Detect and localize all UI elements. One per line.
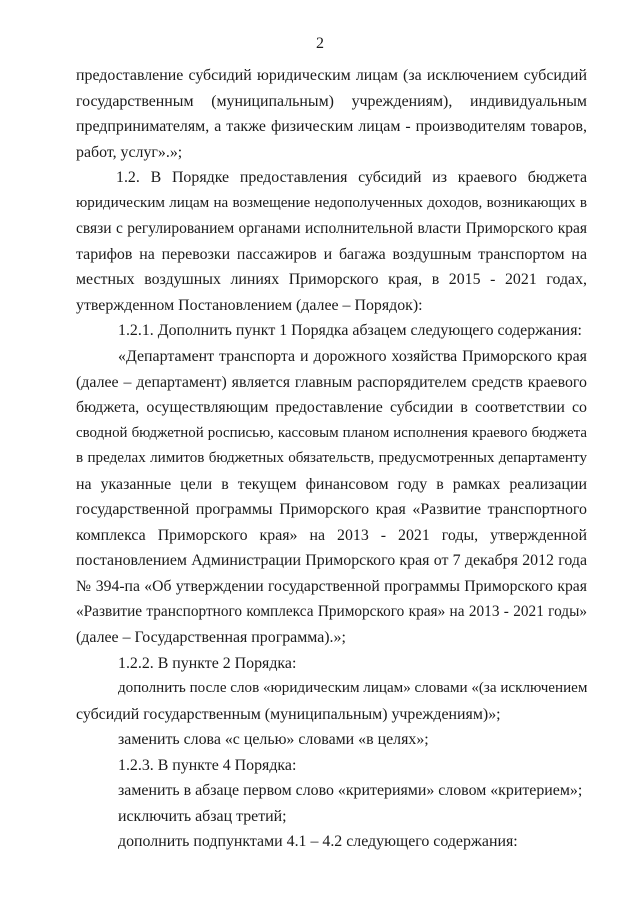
text-line: 1.2.1. Дополнить пункт 1 Порядка абзацем следующего содержания: (118, 322, 582, 340)
text-line: 1.2.3. В пункте 4 Порядка: (118, 756, 297, 774)
text-line: сводной бюджетной росписью, кассовым планом исполнения краевого бюджета (76, 424, 587, 441)
text-line: № 394-па «Об утверждении государственной программы Приморского края (76, 577, 587, 595)
text-line: в пределах лимитов бюджетных обязательств, предусмотренных департаменту (76, 450, 587, 467)
text-line: работ, услуг».»; (76, 143, 183, 161)
text-line: дополнить подпунктами 4.1 – 4.2 следующего содержания: (118, 833, 518, 851)
text-line: утвержденном Постановлением (далее – Порядок): (76, 296, 423, 314)
text-line: «Департамент транспорта и дорожного хозяйства Приморского края (118, 348, 587, 366)
text-line: государственной программы Приморского края «Развитие транспортного (76, 501, 587, 519)
text-line: местных воздушных линиях Приморского края, в 2015 - 2021 годах, (76, 271, 587, 289)
text-line: государственным (муниципальным) учреждениям), индивидуальным (76, 92, 587, 110)
text-line: 1.2.2. В пункте 2 Порядка: (118, 654, 297, 672)
text-line: заменить в абзаце первом слово «критериями» словом «критерием»; (118, 782, 583, 800)
text-line: субсидий государственным (муниципальным) учреждениям)»; (76, 705, 501, 723)
text-line: на указанные цели в текущем финансовом году в рамках реализации (76, 475, 587, 493)
page-number: 2 (316, 35, 324, 52)
text-line: бюджета, осуществляющим предоставление субсидии в соответствии со (76, 399, 587, 417)
text-line: предоставление субсидий юридическим лицам (за исключением субсидий (76, 67, 587, 84)
text-line: (далее – департамент) является главным распорядителем средств краевого (76, 373, 587, 391)
text-line: юридическим лицам на возмещение недополученных доходов, возникающих в (76, 194, 587, 211)
text-line: заменить слова «с целью» словами «в целях»; (118, 731, 429, 749)
text-line: комплекса Приморского края» на 2013 - 2021 годы, утвержденной (76, 526, 587, 544)
text-line: «Развитие транспортного комплекса Приморского края» на 2013 - 2021 годы» (76, 603, 587, 621)
text-line: (далее – Государственная программа).»; (76, 629, 346, 647)
text-line: постановлением Администрации Приморского края от 7 декабря 2012 года (76, 552, 587, 570)
text-line: предпринимателям, а также физическим лицам - производителям товаров, (76, 118, 587, 136)
text-line: 1.2. В Порядке предоставления субсидий из краевого бюджета (116, 169, 587, 187)
text-line: исключить абзац третий; (118, 807, 287, 825)
text-line: дополнить после слов «юридическим лицам» словами «(за исключением (118, 680, 588, 697)
text-line: связи с регулированием органами исполнительной власти Приморского края (76, 220, 587, 238)
text-line: тарифов на перевозки пассажиров и багажа воздушным транспортом на (76, 245, 587, 263)
document-body (76, 63, 587, 855)
